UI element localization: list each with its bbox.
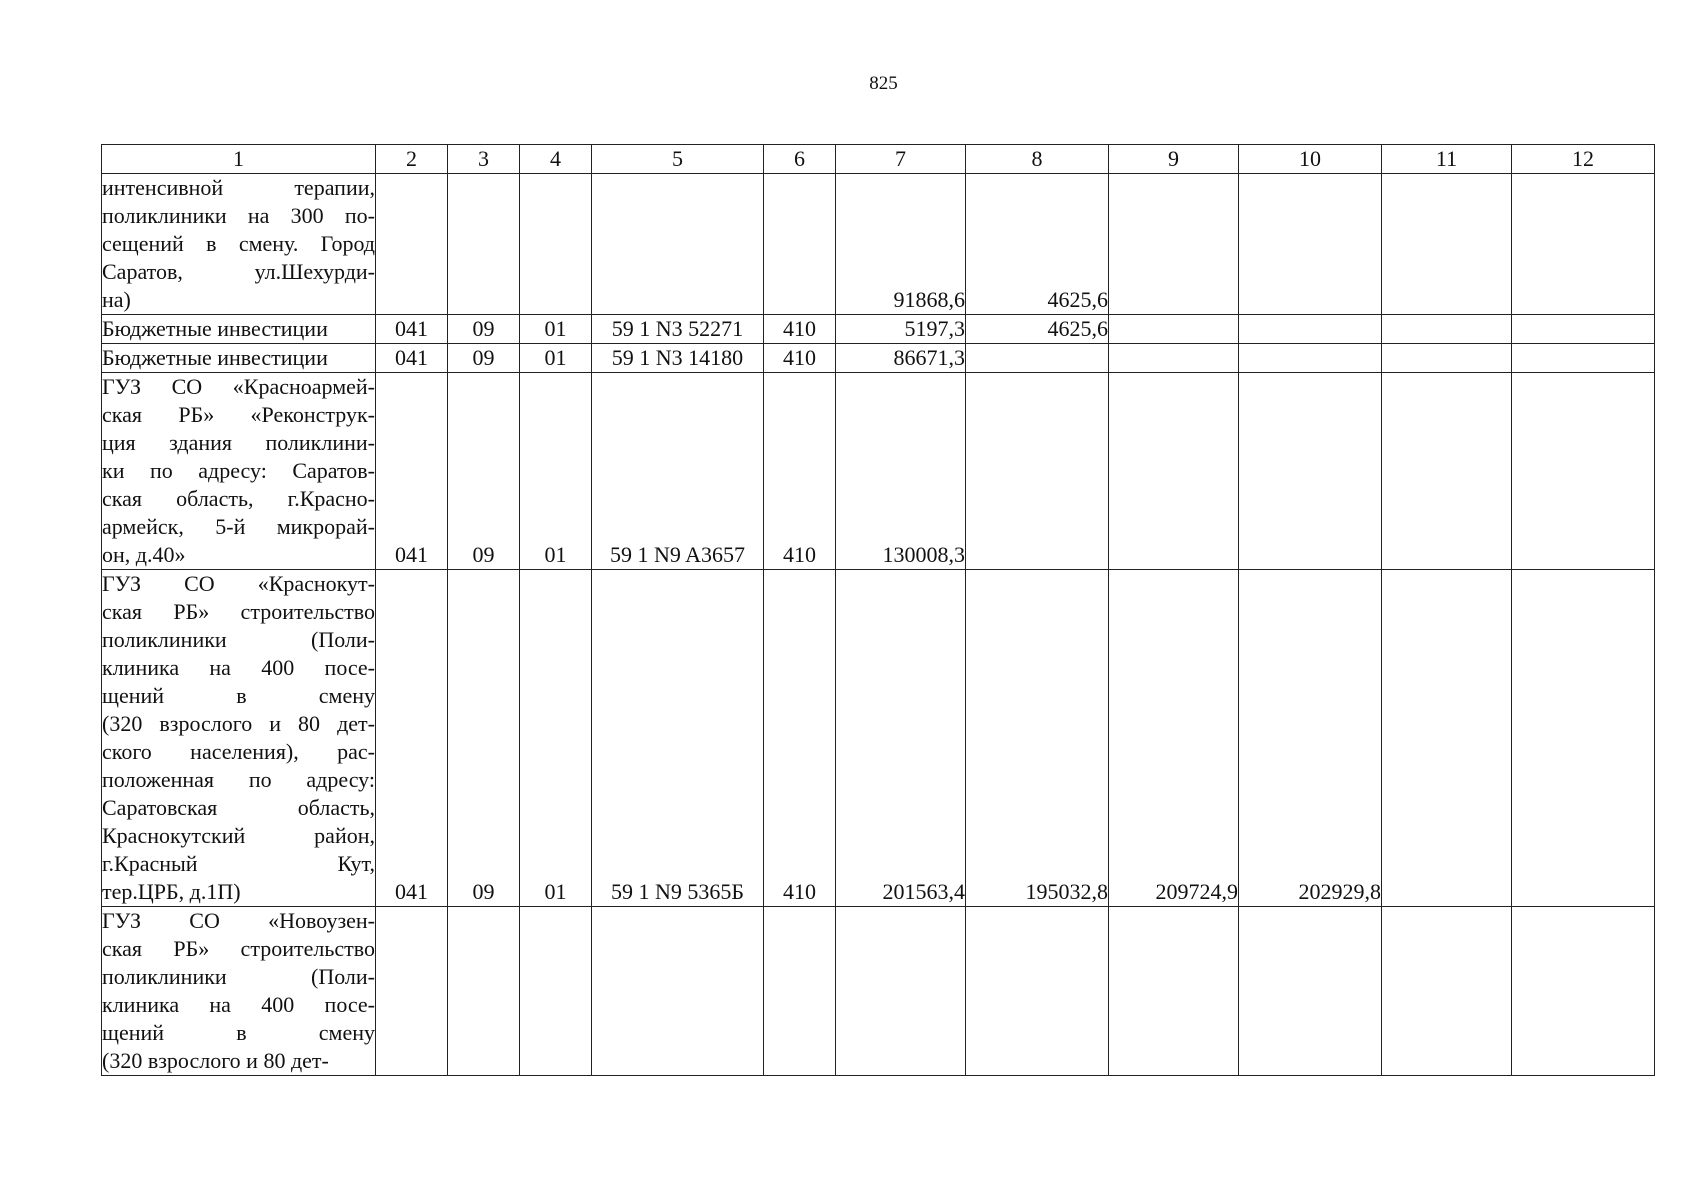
- cell-description: [102, 373, 376, 570]
- table-row: [102, 315, 1655, 344]
- cell-amount-7: 91868,6: [836, 174, 966, 315]
- cell-amount-7: 201563,4: [836, 570, 966, 907]
- cell-amount-11: [1382, 907, 1512, 1076]
- cell-amount-12: [1512, 344, 1655, 373]
- cell-amount-8: [966, 907, 1109, 1076]
- cell-amount-8: 195032,8: [966, 570, 1109, 907]
- column-header: 2: [376, 145, 448, 174]
- description-line: поликлиники (Поли-: [102, 627, 375, 652]
- cell-amount-12: [1512, 570, 1655, 907]
- cell-target-article: [592, 174, 764, 315]
- cell-subsection-code: 01: [520, 344, 592, 373]
- cell-amount-7: 5197,3: [836, 315, 966, 344]
- cell-description: [102, 907, 376, 1076]
- cell-amount-11: [1382, 344, 1512, 373]
- table-row: [102, 373, 1655, 570]
- description-line: ская РБ» строительство: [102, 936, 375, 961]
- column-header: 7: [836, 145, 966, 174]
- column-header: 12: [1512, 145, 1655, 174]
- description-line: поликлиники (Поли-: [102, 964, 375, 989]
- column-header: 10: [1239, 145, 1382, 174]
- column-header: 3: [448, 145, 520, 174]
- description-line: (320 взрослого и 80 дет-: [102, 711, 375, 736]
- description-line: ская РБ» строительство: [102, 599, 375, 624]
- cell-amount-9: [1109, 315, 1239, 344]
- cell-ministry-code: 041: [376, 373, 448, 570]
- description-line: клиника на 400 посе-: [102, 655, 375, 680]
- cell-target-article: 59 1 N3 52271: [592, 315, 764, 344]
- cell-amount-10: [1239, 174, 1382, 315]
- column-header: 9: [1109, 145, 1239, 174]
- description-line: тер.ЦРБ, д.1П): [102, 879, 241, 904]
- cell-amount-7: 130008,3: [836, 373, 966, 570]
- table-row: [102, 907, 1655, 1076]
- cell-amount-10: [1239, 907, 1382, 1076]
- cell-expense-type: 410: [764, 570, 836, 907]
- cell-description: [102, 174, 376, 315]
- description-line: (320 взрослого и 80 дет-: [102, 1048, 329, 1073]
- column-header: 8: [966, 145, 1109, 174]
- cell-subsection-code: 01: [520, 570, 592, 907]
- description-line: Краснокутский район,: [102, 823, 375, 848]
- cell-expense-type: 410: [764, 315, 836, 344]
- cell-amount-7: [836, 907, 966, 1076]
- table-row: [102, 570, 1655, 907]
- description-line: интенсивной терапии,: [102, 175, 375, 200]
- cell-amount-7: 86671,3: [836, 344, 966, 373]
- cell-amount-10: [1239, 315, 1382, 344]
- cell-amount-11: [1382, 373, 1512, 570]
- cell-amount-8: [966, 344, 1109, 373]
- description-line: положенная по адресу:: [102, 767, 375, 792]
- cell-target-article: 59 1 N3 14180: [592, 344, 764, 373]
- cell-amount-8: 4625,6: [966, 174, 1109, 315]
- cell-amount-8: [966, 373, 1109, 570]
- cell-amount-11: [1382, 315, 1512, 344]
- header-row: [102, 145, 1655, 174]
- cell-section-code: 09: [448, 373, 520, 570]
- description-line: он, д.40»: [102, 542, 186, 567]
- cell-section-code: 09: [448, 570, 520, 907]
- cell-expense-type: 410: [764, 373, 836, 570]
- cell-target-article: [592, 907, 764, 1076]
- cell-amount-10: 202929,8: [1239, 570, 1382, 907]
- cell-target-article: 59 1 N9 A3657: [592, 373, 764, 570]
- cell-expense-type: 410: [764, 344, 836, 373]
- cell-amount-12: [1512, 907, 1655, 1076]
- description-line: щений в смену: [102, 1020, 375, 1045]
- cell-ministry-code: [376, 174, 448, 315]
- cell-amount-11: [1382, 174, 1512, 315]
- description-line: сещений в смену. Город: [102, 231, 375, 256]
- description-line: на): [102, 287, 131, 312]
- cell-ministry-code: [376, 907, 448, 1076]
- cell-amount-10: [1239, 344, 1382, 373]
- description-line: Саратов, ул.Шехурди-: [102, 259, 375, 284]
- cell-amount-8: 4625,6: [966, 315, 1109, 344]
- cell-ministry-code: 041: [376, 344, 448, 373]
- cell-section-code: [448, 174, 520, 315]
- description-line: ция здания поликлини-: [102, 430, 375, 455]
- cell-amount-12: [1512, 174, 1655, 315]
- table-row: [102, 174, 1655, 315]
- cell-expense-type: [764, 174, 836, 315]
- cell-target-article: 59 1 N9 5365Б: [592, 570, 764, 907]
- description-line: ГУЗ СО «Новоузен-: [102, 908, 375, 933]
- description-line: щений в смену: [102, 683, 375, 708]
- cell-amount-9: 209724,9: [1109, 570, 1239, 907]
- cell-section-code: [448, 907, 520, 1076]
- cell-description: [102, 315, 376, 344]
- cell-amount-9: [1109, 174, 1239, 315]
- cell-subsection-code: [520, 174, 592, 315]
- description-line: ГУЗ СО «Красноармей-: [102, 374, 375, 399]
- cell-ministry-code: 041: [376, 315, 448, 344]
- cell-section-code: 09: [448, 315, 520, 344]
- cell-subsection-code: [520, 907, 592, 1076]
- column-header: 4: [520, 145, 592, 174]
- cell-description: [102, 570, 376, 907]
- column-header: 5: [592, 145, 764, 174]
- description-line: ская РБ» «Реконструк-: [102, 402, 375, 427]
- description-line: Бюджетные инвестиции: [102, 345, 328, 370]
- description-line: ская область, г.Красно-: [102, 486, 375, 511]
- cell-subsection-code: 01: [520, 315, 592, 344]
- cell-amount-11: [1382, 570, 1512, 907]
- column-header: 6: [764, 145, 836, 174]
- cell-amount-9: [1109, 907, 1239, 1076]
- cell-amount-9: [1109, 373, 1239, 570]
- column-header: 1: [102, 145, 376, 174]
- cell-ministry-code: 041: [376, 570, 448, 907]
- cell-amount-12: [1512, 373, 1655, 570]
- description-line: ского населения), рас-: [102, 739, 375, 764]
- cell-description: [102, 344, 376, 373]
- budget-table: [101, 144, 1655, 1076]
- page-number: 825: [869, 73, 898, 94]
- description-line: г.Красный Кут,: [102, 851, 375, 876]
- description-line: клиника на 400 посе-: [102, 992, 375, 1017]
- description-line: ки по адресу: Саратов-: [102, 458, 375, 483]
- description-line: ГУЗ СО «Краснокут-: [102, 571, 375, 596]
- cell-section-code: 09: [448, 344, 520, 373]
- cell-amount-9: [1109, 344, 1239, 373]
- description-line: Саратовская область,: [102, 795, 375, 820]
- cell-expense-type: [764, 907, 836, 1076]
- column-header: 11: [1382, 145, 1512, 174]
- description-line: поликлиники на 300 по-: [102, 203, 375, 228]
- description-line: Бюджетные инвестиции: [102, 316, 328, 341]
- table-row: [102, 344, 1655, 373]
- cell-amount-10: [1239, 373, 1382, 570]
- cell-subsection-code: 01: [520, 373, 592, 570]
- cell-amount-12: [1512, 315, 1655, 344]
- description-line: армейск, 5-й микрорай-: [102, 514, 375, 539]
